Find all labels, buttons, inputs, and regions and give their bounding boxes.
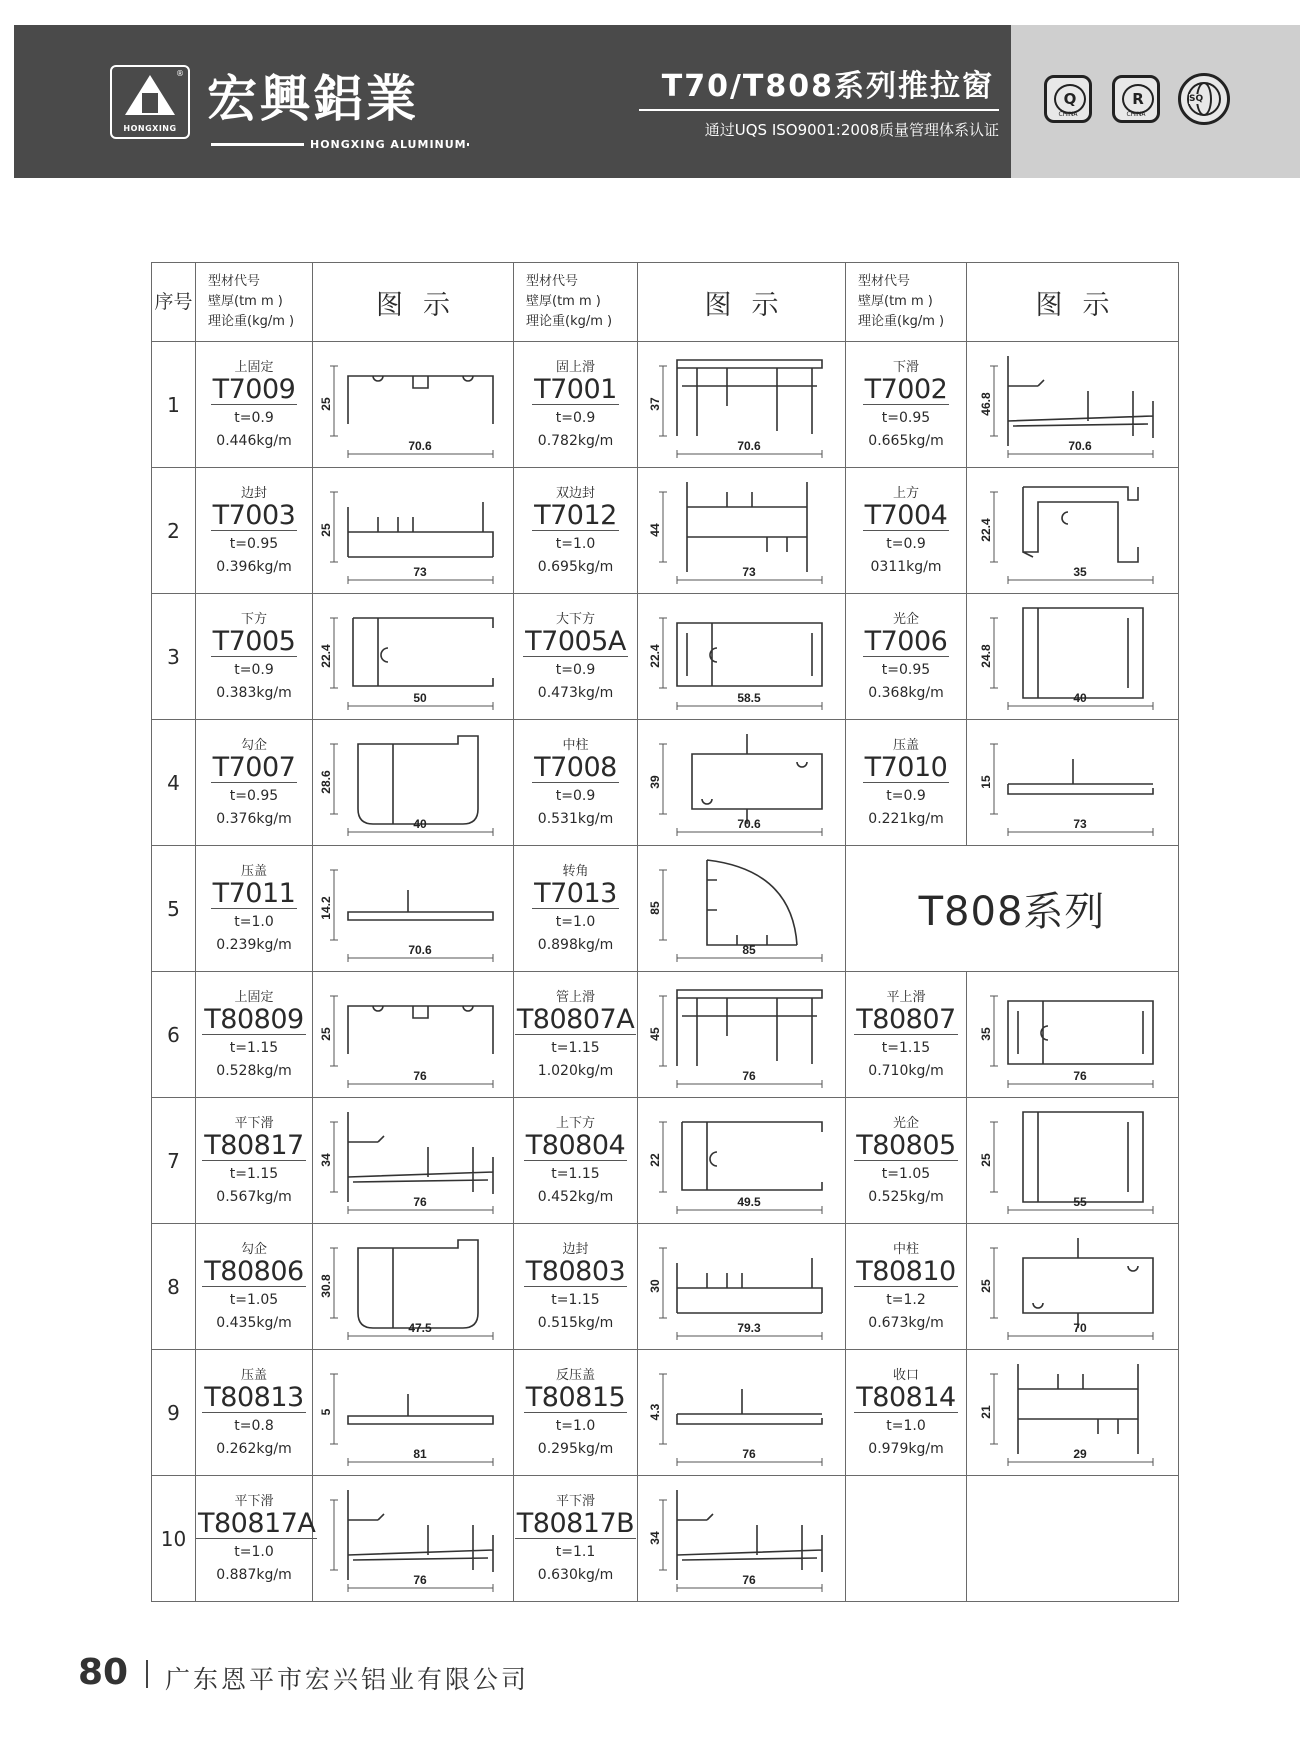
profile-code: T80817 (204, 1130, 304, 1161)
profile-code: T7001 (534, 374, 617, 405)
profile-code: T7012 (534, 500, 617, 531)
dimension-label: 39 (647, 774, 662, 789)
profile-code: T7009 (212, 374, 296, 405)
profile-drawing (638, 1224, 846, 1350)
profile-weight: 0.665kg/m (868, 433, 944, 449)
dimension-label: 70.6 (736, 816, 761, 831)
profile-section-icon (978, 724, 1168, 842)
profile-drawing (313, 846, 514, 972)
profile-code: T80817A (198, 1508, 316, 1539)
profile-name: 边封 (562, 1242, 589, 1257)
dimension-label: 73 (413, 564, 427, 579)
profile-name: 平下滑 (234, 1494, 274, 1509)
profile-info (196, 342, 313, 468)
profile-weight: 0.898kg/m (537, 937, 614, 953)
profile-name: 压盖 (892, 738, 919, 753)
profile-code: T7008 (534, 752, 617, 783)
profile-weight: 0.567kg/m (216, 1189, 292, 1205)
profile-weight: 0.887kg/m (216, 1567, 292, 1583)
profile-drawing (313, 720, 514, 846)
profile-info (514, 972, 638, 1098)
profile-info (196, 972, 313, 1098)
profile-section-icon (647, 598, 837, 716)
profile-thickness: t=1.15 (229, 1166, 279, 1182)
dimension-label: 25 (319, 1026, 333, 1041)
profile-info (514, 846, 638, 972)
profile-info (846, 720, 967, 846)
profile-weight: 0.452kg/m (537, 1189, 614, 1205)
profile-name: 平下滑 (234, 1116, 274, 1131)
profile-thickness: t=0.8 (234, 1418, 274, 1434)
profile-drawing (967, 972, 1179, 1098)
dimension-label: 45 (647, 1026, 662, 1041)
profile-drawing (313, 468, 514, 594)
profile-name: 上下方 (555, 1116, 595, 1131)
profile-thickness: t=1.15 (229, 1040, 279, 1056)
profile-thickness: t=1.15 (551, 1040, 600, 1056)
table-row (152, 594, 1179, 720)
profile-drawing (967, 1098, 1179, 1224)
series-title: T70/T808系列推拉窗 (661, 69, 994, 104)
profile-drawing (638, 720, 846, 846)
dimension-label: 15 (978, 774, 993, 789)
profile-info (196, 1476, 316, 1602)
dimension-label: 76 (741, 1446, 756, 1461)
profile-section-icon (318, 1102, 508, 1220)
profile-code: T80807A (516, 1004, 635, 1035)
profile-weight: 0.383kg/m (216, 685, 292, 701)
dimension-label: 5 (319, 1408, 333, 1415)
profile-drawing (638, 972, 846, 1098)
dimension-label: 25 (978, 1152, 993, 1167)
profile-name: 上固定 (234, 990, 274, 1005)
profile-thickness: t=0.9 (555, 788, 596, 804)
profile-info (514, 1224, 638, 1350)
profile-name: 平下滑 (555, 1494, 595, 1509)
profile-name: 反压盖 (555, 1368, 595, 1383)
dimension-label: 14.2 (319, 895, 333, 920)
registered-cert-icon: R CHINA (1112, 75, 1160, 123)
header-figure: 图示 (638, 263, 846, 342)
profile-name: 收口 (892, 1368, 919, 1383)
profile-section-icon (318, 850, 508, 968)
table-row (152, 1476, 1179, 1602)
dimension-label: 35 (1072, 564, 1087, 579)
profile-name: 中柱 (892, 1242, 919, 1257)
row-seq: 8 (152, 1224, 196, 1350)
profile-drawing (967, 1224, 1179, 1350)
profile-section-icon (647, 472, 837, 590)
profile-thickness: t=0.95 (881, 410, 931, 426)
profile-weight: 0.528kg/m (216, 1063, 292, 1079)
globe-cert-icon: SQ (1178, 73, 1230, 125)
dimension-label: 25 (978, 1278, 993, 1293)
profile-drawing (638, 342, 846, 468)
dimension-label: 44 (647, 522, 662, 537)
dimension-label: 22.4 (978, 517, 993, 542)
profile-thickness: t=1.05 (229, 1292, 279, 1308)
profile-code: T80813 (204, 1382, 304, 1413)
profile-code: T7011 (212, 878, 296, 909)
header-code: 型材代号 壁厚(tm m ) 理论重(kg/m ) (514, 263, 638, 342)
profile-section-icon (647, 1228, 837, 1346)
profile-section-icon (318, 598, 508, 716)
dimension-label: 76 (1072, 1068, 1087, 1083)
profile-info (514, 1098, 638, 1224)
profile-section-icon (647, 346, 837, 464)
profile-weight: 0.473kg/m (537, 685, 614, 701)
profile-info (846, 1098, 967, 1224)
profile-name: 上固定 (234, 360, 274, 375)
row-seq: 2 (152, 468, 196, 594)
row-seq: 3 (152, 594, 196, 720)
profile-weight: 0.446kg/m (216, 433, 292, 449)
profile-name: 边封 (240, 486, 267, 501)
profile-code: T80814 (856, 1382, 956, 1413)
profile-weight: 0.239kg/m (216, 937, 292, 953)
row-seq: 4 (152, 720, 196, 846)
profile-section-icon (978, 472, 1168, 590)
profile-thickness: t=1.0 (555, 536, 596, 552)
dimension-label: 70.6 (736, 438, 761, 453)
profile-section-icon (318, 976, 508, 1094)
page-number: 80 (78, 1652, 129, 1693)
profile-info (846, 468, 967, 594)
table-row (152, 1224, 1179, 1350)
profile-info (196, 1224, 313, 1350)
profile-code: T80806 (204, 1256, 304, 1287)
row-seq: 7 (152, 1098, 196, 1224)
profile-name: 管上滑 (555, 990, 595, 1005)
profile-thickness: t=0.9 (555, 410, 596, 426)
certification-text: 通过UQS ISO9001:2008质量管理体系认证 (704, 121, 999, 139)
profile-section-icon (647, 1480, 837, 1598)
profile-drawing (967, 468, 1179, 594)
logo-label: HONGXING (123, 124, 177, 133)
profile-section-icon (978, 976, 1168, 1094)
profile-weight: 0.673kg/m (868, 1315, 944, 1331)
dimension-label: 29 (1072, 1446, 1087, 1461)
profile-drawing (313, 1476, 514, 1602)
dimension-label: 25 (319, 396, 333, 411)
dimension-label: 73 (741, 564, 756, 579)
profile-info (514, 594, 638, 720)
profile-drawing (313, 1098, 514, 1224)
profile-info (196, 1350, 313, 1476)
company-logo: ® HONGXING (110, 65, 190, 139)
profile-name: 大下方 (555, 612, 595, 627)
profile-info (514, 720, 638, 846)
profile-drawing (638, 1098, 846, 1224)
profile-drawing (313, 594, 514, 720)
series-label: T808系列 (846, 846, 1179, 972)
profile-weight: 0311kg/m (870, 559, 942, 575)
profile-drawing (967, 594, 1179, 720)
dimension-label: 24.8 (978, 643, 993, 668)
profile-thickness: t=0.95 (229, 788, 279, 804)
dimension-label: 85 (647, 900, 662, 915)
dimension-label: 49.5 (736, 1194, 761, 1209)
profile-section-icon (318, 1228, 508, 1346)
dimension-label: 37 (647, 396, 662, 411)
profile-section-icon (978, 1228, 1168, 1346)
profile-info (196, 1098, 313, 1224)
row-seq: 5 (152, 846, 196, 972)
profile-drawing (638, 1476, 846, 1602)
profile-code: T7004 (864, 500, 948, 531)
dimension-label: 22.4 (319, 643, 333, 668)
dimension-label: 70.6 (408, 942, 432, 957)
table-row (152, 1350, 1179, 1476)
profile-weight: 1.020kg/m (537, 1063, 614, 1079)
profile-thickness: t=1.0 (234, 914, 274, 930)
profile-thickness: t=0.9 (886, 788, 926, 804)
profile-code: T7007 (212, 752, 296, 783)
profile-thickness: t=1.0 (555, 1418, 596, 1434)
row-seq: 10 (152, 1476, 196, 1602)
table-row (152, 468, 1179, 594)
dimension-label: 76 (741, 1572, 756, 1587)
profile-thickness: t=1.2 (886, 1292, 926, 1308)
profile-section-icon (318, 472, 508, 590)
profile-name: 中柱 (562, 738, 589, 753)
profile-thickness: t=1.15 (551, 1292, 600, 1308)
profile-name: 勾企 (240, 1242, 267, 1257)
profile-code: T80815 (525, 1382, 626, 1413)
profile-code: T80809 (204, 1004, 304, 1035)
profile-info (514, 1350, 638, 1476)
header-figure: 图示 (967, 263, 1179, 342)
page-header (14, 25, 1300, 178)
profile-thickness: t=0.9 (555, 662, 596, 678)
profile-weight: 0.630kg/m (537, 1567, 614, 1583)
profile-thickness: t=0.95 (881, 662, 931, 678)
dimension-label: 30.8 (319, 1273, 333, 1298)
profile-code: T7005 (212, 626, 296, 657)
profile-name: 双边封 (555, 486, 595, 501)
profile-code: T7006 (864, 626, 948, 657)
profile-info (846, 972, 967, 1098)
dimension-label: 35 (978, 1026, 993, 1041)
profile-section-icon (647, 1354, 837, 1472)
dimension-label: 4.3 (647, 1403, 662, 1420)
profile-info (846, 342, 967, 468)
dimension-label: 76 (413, 1194, 427, 1209)
profile-drawing (313, 1350, 514, 1476)
profile-name: 下方 (240, 612, 267, 627)
footer-divider (146, 1660, 148, 1688)
profile-section-icon (978, 1102, 1168, 1220)
quality-cert-icon: Q CHINA (1044, 75, 1092, 123)
brand-name: 宏興鋁業 (207, 70, 419, 128)
header-code: 型材代号 壁厚(tm m ) 理论重(kg/m ) (846, 263, 967, 342)
profile-code: T80817B (516, 1508, 635, 1539)
profile-info (196, 846, 313, 972)
profile-weight: 0.396kg/m (216, 559, 292, 575)
dimension-label: 55 (1072, 1194, 1087, 1209)
profile-info (846, 594, 967, 720)
profile-code: T80807 (856, 1004, 956, 1035)
dimension-label: 21 (978, 1404, 993, 1419)
profile-thickness: t=0.9 (234, 410, 274, 426)
profile-section-icon (318, 346, 508, 464)
dimension-label: 79.3 (736, 1320, 761, 1335)
profile-weight: 0.262kg/m (216, 1441, 292, 1457)
profile-code: T80804 (525, 1130, 626, 1161)
profile-weight: 0.710kg/m (868, 1063, 944, 1079)
dimension-label: 34 (647, 1530, 662, 1545)
profile-info (196, 720, 313, 846)
profile-name: 平上滑 (886, 990, 926, 1005)
profile-thickness: t=1.1 (555, 1544, 596, 1560)
empty-cell (846, 1476, 967, 1602)
profile-thickness: t=1.05 (881, 1166, 931, 1182)
profile-section-icon (978, 598, 1168, 716)
profile-code: T80810 (856, 1256, 956, 1287)
profile-code: T7005A (525, 626, 626, 657)
profile-section-icon (647, 976, 837, 1094)
profile-section-icon (647, 1102, 837, 1220)
dimension-label: 22 (647, 1152, 662, 1167)
profile-section-icon (647, 724, 837, 842)
profile-section-icon (318, 1480, 508, 1598)
dimension-label: 58.5 (736, 690, 761, 705)
profile-name: 压盖 (240, 1368, 267, 1383)
table-row (152, 972, 1179, 1098)
dimension-label: 22.4 (647, 643, 662, 668)
profile-weight: 0.376kg/m (216, 811, 292, 827)
dimension-label: 47.5 (408, 1320, 432, 1335)
profile-weight: 0.295kg/m (537, 1441, 614, 1457)
profile-info (196, 468, 313, 594)
profile-weight: 0.525kg/m (868, 1189, 944, 1205)
dimension-label: 76 (741, 1068, 756, 1083)
table-row (152, 1098, 1179, 1224)
profile-weight: 0.368kg/m (868, 685, 944, 701)
company-name: 广东恩平市宏兴铝业有限公司 (165, 1665, 530, 1694)
profile-name: 光企 (892, 612, 919, 627)
profile-code: T80803 (525, 1256, 626, 1287)
profile-drawing (967, 1350, 1179, 1476)
dimension-label: 70.6 (408, 438, 432, 453)
profile-thickness: t=1.15 (881, 1040, 931, 1056)
dimension-label: 25 (319, 522, 333, 537)
table-row (152, 720, 1179, 846)
profile-thickness: t=1.0 (555, 914, 596, 930)
profile-weight: 0.221kg/m (868, 811, 944, 827)
dimension-label: 70.6 (1067, 438, 1092, 453)
dimension-label: 73 (1072, 816, 1087, 831)
profile-drawing (638, 468, 846, 594)
profile-name: 压盖 (240, 864, 267, 879)
profile-drawing (967, 720, 1179, 846)
table-row (152, 846, 1179, 972)
dimension-label: 28.6 (319, 769, 333, 794)
profile-section-icon (978, 1354, 1168, 1472)
profile-weight: 0.695kg/m (537, 559, 614, 575)
profile-code: T7013 (534, 878, 617, 909)
profile-drawing (638, 1350, 846, 1476)
profile-section-icon (318, 1354, 508, 1472)
profile-weight: 0.435kg/m (216, 1315, 292, 1331)
table-header-row (152, 263, 1179, 342)
profile-name: 转角 (562, 864, 589, 879)
profile-drawing (967, 342, 1179, 468)
profile-spec-table (151, 262, 1179, 1602)
profile-name: 上方 (892, 486, 919, 501)
dimension-label: 40 (1072, 690, 1087, 705)
profile-section-icon (978, 346, 1168, 464)
profile-thickness: t=1.15 (551, 1166, 600, 1182)
profile-weight: 0.782kg/m (537, 433, 614, 449)
profile-thickness: t=0.9 (886, 536, 926, 552)
header-code: 型材代号 壁厚(tm m ) 理论重(kg/m ) (196, 263, 313, 342)
empty-cell (967, 1476, 1179, 1602)
profile-section-icon (318, 724, 508, 842)
profile-weight: 0.979kg/m (868, 1441, 944, 1457)
profile-info (514, 468, 638, 594)
dimension-label: 30 (647, 1278, 662, 1293)
dimension-label: 76 (413, 1572, 427, 1587)
profile-drawing (638, 594, 846, 720)
profile-thickness: t=1.0 (886, 1418, 926, 1434)
table-row (152, 342, 1179, 468)
profile-weight: 0.515kg/m (537, 1315, 614, 1331)
row-seq: 1 (152, 342, 196, 468)
row-seq: 9 (152, 1350, 196, 1476)
profile-weight: 0.531kg/m (537, 811, 614, 827)
dimension-label: 34 (319, 1152, 333, 1167)
profile-drawing (313, 972, 514, 1098)
header-seq: 序号 (152, 263, 196, 342)
brand-name-en: HONGXING ALUMINUM (304, 138, 467, 151)
profile-thickness: t=0.95 (229, 536, 279, 552)
profile-code: T7010 (864, 752, 948, 783)
profile-info (514, 342, 638, 468)
profile-thickness: t=0.9 (234, 662, 274, 678)
profile-info (846, 1350, 967, 1476)
dimension-label: 81 (413, 1446, 427, 1461)
profile-info (514, 1476, 638, 1602)
profile-code: T7002 (864, 374, 948, 405)
profile-name: 勾企 (240, 738, 267, 753)
profile-info (196, 594, 313, 720)
dimension-label: 85 (741, 942, 756, 957)
profile-code: T80805 (856, 1130, 956, 1161)
profile-info (846, 1224, 967, 1350)
dimension-label: 70 (1072, 1320, 1087, 1335)
header-figure: 图示 (313, 263, 514, 342)
dimension-label: 46.8 (978, 391, 993, 416)
profile-drawing (313, 1224, 514, 1350)
profile-name: 固上滑 (555, 360, 595, 375)
dimension-label: 76 (413, 1068, 427, 1083)
dimension-label: 50 (413, 690, 427, 705)
profile-drawing (638, 846, 846, 972)
dimension-label: 40 (413, 816, 427, 831)
profile-code: T7003 (212, 500, 296, 531)
row-seq: 6 (152, 972, 196, 1098)
profile-name: 下滑 (892, 360, 919, 375)
profile-name: 光企 (892, 1116, 919, 1131)
profile-drawing (313, 342, 514, 468)
profile-thickness: t=1.0 (234, 1544, 274, 1560)
profile-section-icon (647, 850, 837, 968)
